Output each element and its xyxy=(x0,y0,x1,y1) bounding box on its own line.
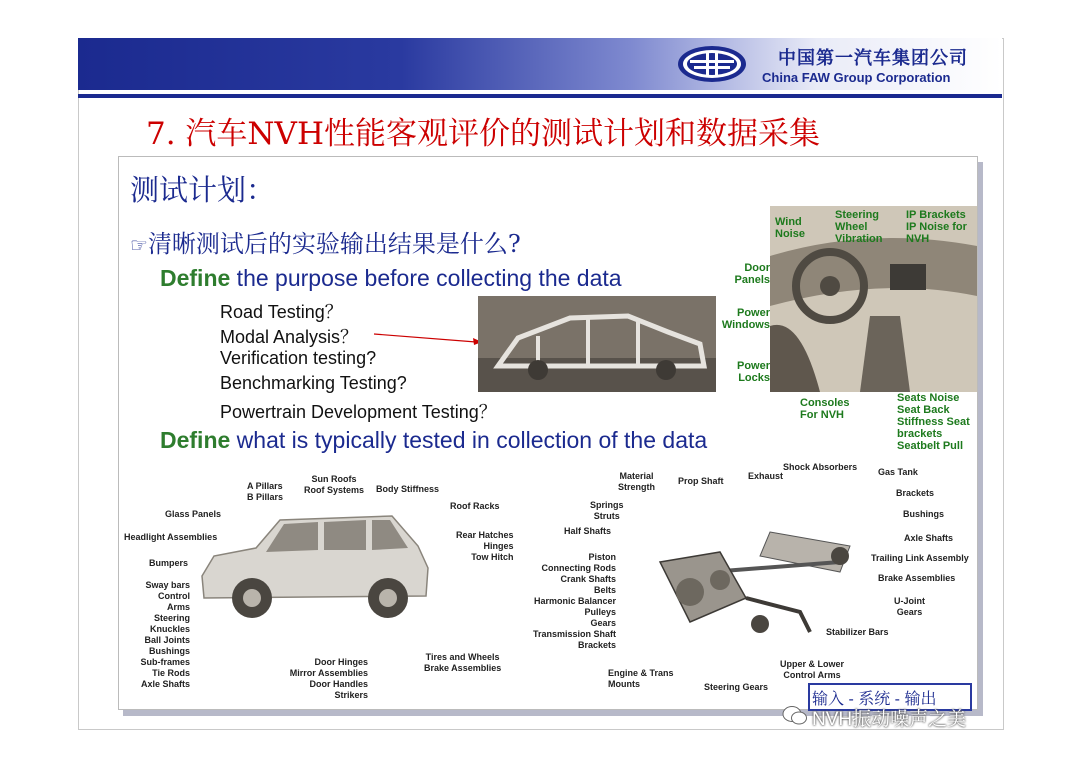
label-door-hinges: Door Hinges Mirror Assemblies Door Handles Strikers xyxy=(289,657,368,700)
define-tested-line xyxy=(160,427,707,454)
pointing-hand-icon: ☞ xyxy=(130,233,148,257)
label-gas-tank: Gas Tank xyxy=(878,467,918,477)
company-name-en: China FAW Group Corporation xyxy=(762,70,951,85)
label-pillars: A Pillars B Pillars xyxy=(247,481,284,502)
test-item: Verification testing? xyxy=(220,348,377,368)
label-brake-assemblies: Brake Assemblies xyxy=(878,573,956,583)
label-u-joint: U-Joint Gears xyxy=(894,596,925,617)
label-door-panels: Door Panels xyxy=(734,262,770,286)
label-sun-roofs: Sun Roofs Roof Systems xyxy=(304,474,365,495)
company-name-cn: 中国第一汽车集团公司 xyxy=(778,48,968,68)
label-body-stiffness: Body Stiffness xyxy=(376,484,440,494)
test-item: Powertrain Development Testing？ xyxy=(220,402,497,422)
test-item: Modal Analysis？ xyxy=(220,327,359,347)
section-heading: 测试计划： xyxy=(130,173,276,207)
label-sway-bars: Sway bars Control Arms Steering Knuckles Ball Joints Bushings Sub-frames Tie Rods Axle Shafts xyxy=(140,580,190,689)
label-brackets: Brackets xyxy=(896,488,935,498)
define-rest: the purpose before collecting the data xyxy=(230,265,622,291)
label-steering-vibration: Steering Wheel Vibration xyxy=(835,209,883,245)
watermark-text: NVH振动噪声之美 xyxy=(812,709,967,730)
label-glass-panels: Glass Panels xyxy=(165,509,222,519)
label-springs: Springs Struts xyxy=(590,500,624,521)
header-divider xyxy=(78,94,1002,98)
label-rear-hatches: Rear Hatches Hinges Tow Hitch xyxy=(456,530,514,562)
label-roof-racks: Roof Racks xyxy=(450,501,500,511)
label-consoles: Consoles For NVH xyxy=(800,397,850,421)
label-bumpers: Bumpers xyxy=(149,558,189,568)
label-trailing-link: Trailing Link Assembly xyxy=(871,553,969,563)
label-power-locks: Power Locks xyxy=(736,360,770,384)
label-headlight: Headlight Assemblies xyxy=(124,532,218,542)
label-engine-mounts: Engine & Trans Mounts xyxy=(608,668,674,689)
suv-illustration xyxy=(196,506,434,624)
label-tires: Tires and Wheels Brake Assemblies xyxy=(424,652,502,673)
wechat-icon xyxy=(782,704,808,726)
label-control-arms: Upper & Lower Control Arms xyxy=(780,659,845,680)
define-word: Define xyxy=(160,265,231,291)
io-tag-text: 输入 - 系统 - 输出 xyxy=(812,691,937,708)
question-line xyxy=(130,224,521,259)
label-wind-noise: Wind Noise xyxy=(775,216,805,240)
label-steering-gears: Steering Gears xyxy=(704,682,769,692)
label-axle-shafts: Axle Shafts xyxy=(904,533,954,543)
test-item: Benchmarking Testing? xyxy=(220,373,407,393)
pointer-arrow xyxy=(372,330,484,346)
label-exhaust: Exhaust xyxy=(748,471,784,481)
label-prop-shaft: Prop Shaft xyxy=(678,476,724,486)
define-purpose-line xyxy=(160,265,622,292)
label-ip-brackets: IP Brackets IP Noise for NVH xyxy=(906,209,967,245)
define-word: Define xyxy=(160,427,231,453)
faw-logo-icon xyxy=(676,44,748,84)
label-half-shafts: Half Shafts xyxy=(564,526,612,536)
label-power-windows: Power Windows xyxy=(721,307,770,331)
label-bushings: Bushings xyxy=(903,509,945,519)
label-piston: Piston Connecting Rods Crank Shafts Belts Harmonic Balancer Pulleys Gears Transmission Shaft Brackets xyxy=(532,552,616,650)
label-seats: Seats Noise Seat Back Stiffness Seat brackets Seatbelt Pull xyxy=(897,392,970,452)
define-rest: what is typically tested in collection of the data xyxy=(230,427,708,453)
label-stabilizer-bars: Stabilizer Bars xyxy=(826,627,889,637)
chassis-illustration xyxy=(650,512,862,642)
body-in-white-photo xyxy=(478,296,716,392)
test-item: Road Testing？ xyxy=(220,302,343,322)
question-text: 清晰测试后的实验输出结果是什么? xyxy=(147,230,521,258)
label-material: Material Strength xyxy=(618,471,655,492)
label-shock-absorbers: Shock Absorbers xyxy=(783,462,858,472)
slide-title: 7. 汽车NVH性能客观评价的测试计划和数据采集 xyxy=(146,116,820,152)
